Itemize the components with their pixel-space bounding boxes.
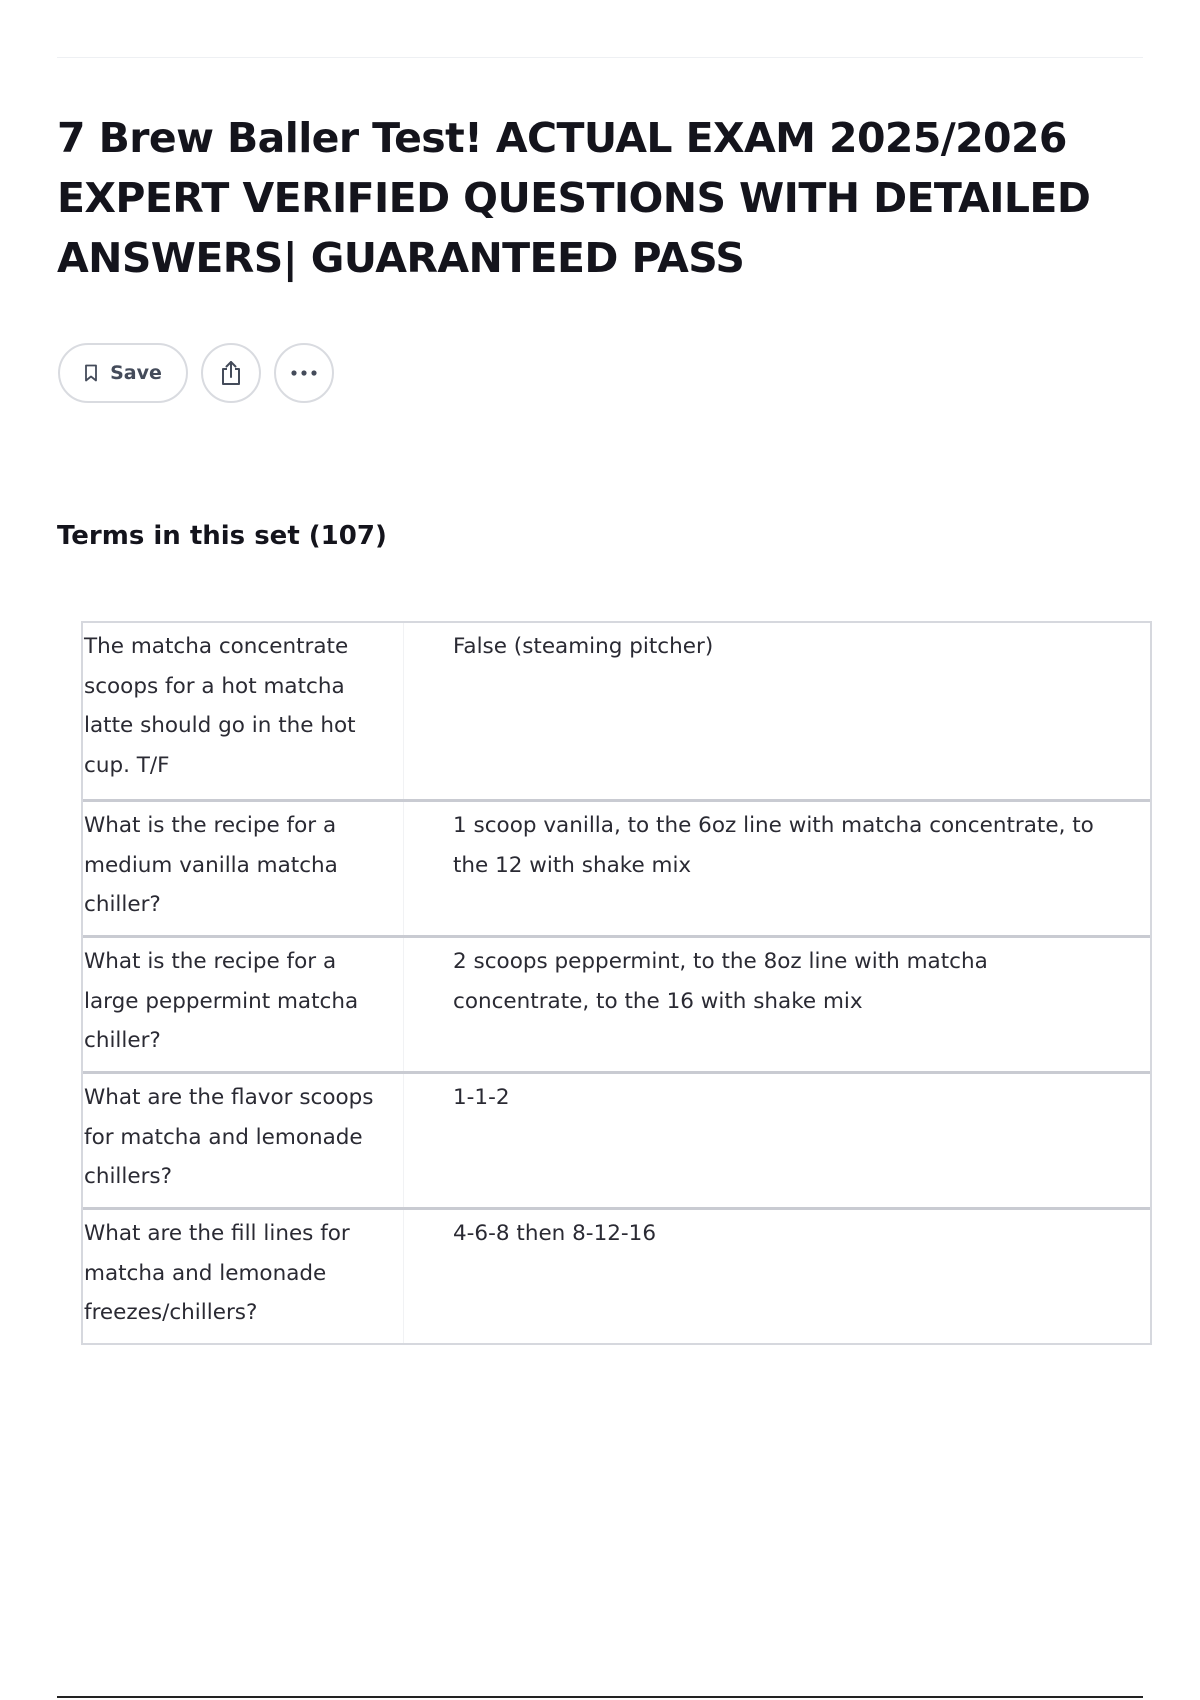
definition-text: 4-6-8 then 8-12-16 <box>453 1221 657 1246</box>
share-icon <box>218 359 244 387</box>
definition-text: 2 scoops peppermint, to the 8oz line with matcha concentrate, to the 16 with shake mix <box>453 949 988 1014</box>
more-options-icon <box>290 369 318 377</box>
table-row <box>83 935 1150 1071</box>
terms-table <box>81 621 1152 1345</box>
table-row <box>83 1071 1150 1207</box>
save-button-label: Save <box>110 362 162 384</box>
definition-text: 1-1-2 <box>453 1085 510 1110</box>
definition-text: 1 scoop vanilla, to the 6oz line with matcha concentrate, to the 12 with shake mix <box>453 813 1094 878</box>
term-text: What are the flavor scoops for matcha and lemonade chillers? <box>83 1074 404 1207</box>
table-row <box>83 1207 1150 1343</box>
definition-text: False (steaming pitcher) <box>453 634 714 659</box>
action-bar <box>58 343 334 403</box>
table-row <box>83 799 1150 935</box>
save-button[interactable] <box>58 343 188 403</box>
term-text: What are the fill lines for matcha and lemonade freezes/chillers? <box>83 1210 404 1343</box>
bottom-divider <box>57 1696 1143 1698</box>
terms-heading: Terms in this set (107) <box>57 521 387 551</box>
top-divider <box>57 57 1143 58</box>
share-button[interactable] <box>201 343 261 403</box>
term-text: What is the recipe for a large peppermint matcha chiller? <box>83 938 404 1071</box>
page-title: 7 Brew Baller Test! ACTUAL EXAM 2025/2026 EXPERT VERIFIED QUESTIONS WITH DETAILED ANSWERS| GUARANTEED PASS <box>57 114 1091 282</box>
table-row <box>83 623 1150 799</box>
bookmark-icon <box>84 364 98 382</box>
more-options-button[interactable] <box>274 343 334 403</box>
term-text: What is the recipe for a medium vanilla matcha chiller? <box>83 802 404 935</box>
term-text: The matcha concentrate scoops for a hot matcha latte should go in the hot cup. T/F <box>83 623 404 799</box>
